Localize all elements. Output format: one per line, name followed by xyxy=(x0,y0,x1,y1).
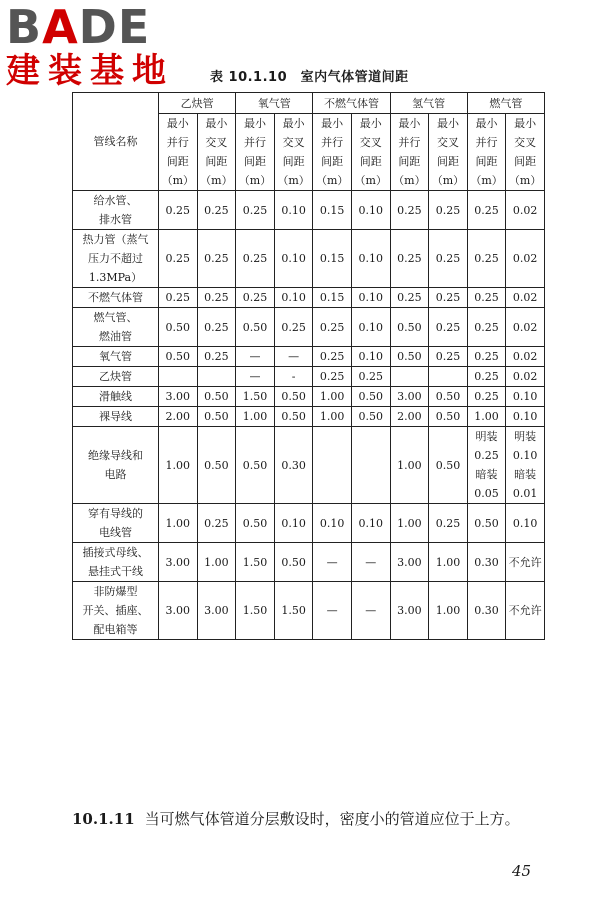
sub-header-cell: 最小 交叉 间距 （m） xyxy=(506,114,545,191)
spacing-value-cell: 不允许 xyxy=(506,543,545,582)
spacing-value-cell xyxy=(429,367,468,387)
spacing-value-cell xyxy=(390,367,429,387)
bade-logo xyxy=(6,0,176,91)
pipeline-name-cell: 乙炔管 xyxy=(73,367,159,387)
pipeline-name-cell: 穿有导线的 电线管 xyxy=(73,504,159,543)
page-number: 45 xyxy=(512,862,532,880)
spacing-value-cell: 0.10 xyxy=(351,288,390,308)
spacing-value-cell: 不允许 xyxy=(506,582,545,640)
spacing-value-cell: — xyxy=(351,582,390,640)
spacing-value-cell: 1.00 xyxy=(313,407,352,427)
spacing-value-cell: 3.00 xyxy=(159,543,198,582)
spacing-value-cell: 0.50 xyxy=(274,387,313,407)
clause-number: 10.1.11 xyxy=(72,810,135,828)
pipeline-name-cell: 非防爆型 开关、插座、 配电箱等 xyxy=(73,582,159,640)
clause-text: 当可燃气体管道分层敷设时，密度小的管道应位于上方。 xyxy=(144,810,520,828)
spacing-value-cell: 0.50 xyxy=(159,347,198,367)
spacing-value-cell: 3.00 xyxy=(159,387,198,407)
spacing-value-cell: 0.25 xyxy=(197,288,236,308)
spacing-value-cell: 0.25 xyxy=(274,308,313,347)
spacing-value-cell xyxy=(313,427,352,504)
sub-header-cell: 最小 并行 间距 （m） xyxy=(313,114,352,191)
spacing-value-cell: 0.10 xyxy=(351,504,390,543)
spacing-value-cell: 0.10 xyxy=(506,504,545,543)
logo-wordmark xyxy=(6,0,176,54)
table-row xyxy=(73,407,545,427)
spacing-value-cell: 0.02 xyxy=(506,230,545,288)
spacing-value-cell: 0.10 xyxy=(313,504,352,543)
spacing-value-cell: 0.10 xyxy=(351,230,390,288)
table-row xyxy=(73,347,545,367)
spacing-value-cell: 0.25 xyxy=(197,308,236,347)
table-row xyxy=(73,387,545,407)
spacing-value-cell: 0.25 xyxy=(313,308,352,347)
group-header: 氢气管 xyxy=(390,93,467,114)
spacing-value-cell: 0.50 xyxy=(429,427,468,504)
spacing-value-cell: 0.25 xyxy=(429,504,468,543)
group-header: 燃气管 xyxy=(467,93,544,114)
sub-header-cell: 最小 并行 间距 （m） xyxy=(390,114,429,191)
group-header: 氧气管 xyxy=(236,93,313,114)
spacing-value-cell: 0.50 xyxy=(351,387,390,407)
spacing-value-cell: 0.10 xyxy=(274,191,313,230)
pipeline-name-cell: 热力管（蒸气 压力不超过 1.3MPa） xyxy=(73,230,159,288)
table-row xyxy=(73,543,545,582)
pipeline-name-cell: 插接式母线、 悬挂式干线 xyxy=(73,543,159,582)
spacing-value-cell: 明装 0.25 暗装 0.05 xyxy=(467,427,506,504)
spacing-value-cell: 0.50 xyxy=(467,504,506,543)
spacing-value-cell: — xyxy=(351,543,390,582)
spacing-value-cell: 0.02 xyxy=(506,191,545,230)
spacing-value-cell: 0.10 xyxy=(506,387,545,407)
spacing-value-cell: 1.00 xyxy=(429,582,468,640)
corner-header: 管线名称 xyxy=(73,93,159,191)
spacing-value-cell: 0.15 xyxy=(313,230,352,288)
pipeline-name-cell: 不燃气体管 xyxy=(73,288,159,308)
spacing-value-cell: 0.02 xyxy=(506,367,545,387)
spacing-value-cell: 0.25 xyxy=(467,191,506,230)
spacing-value-cell: 0.25 xyxy=(236,288,275,308)
table-body xyxy=(73,191,545,640)
sub-header-cell: 最小 并行 间距 （m） xyxy=(159,114,198,191)
spacing-value-cell: 0.25 xyxy=(429,347,468,367)
table-row xyxy=(73,288,545,308)
group-header: 乙炔管 xyxy=(159,93,236,114)
spacing-value-cell: 0.25 xyxy=(159,288,198,308)
table-row xyxy=(73,427,545,504)
spacing-value-cell: 0.25 xyxy=(236,191,275,230)
table-row xyxy=(73,504,545,543)
pipeline-name-cell: 燃气管、 燃油管 xyxy=(73,308,159,347)
spacing-value-cell: 0.25 xyxy=(467,367,506,387)
spacing-value-cell: 1.00 xyxy=(159,504,198,543)
table-caption: 表 10.1.10 室内气体管道间距 xyxy=(210,70,409,85)
spacing-value-cell: 明装 0.10 暗装 0.01 xyxy=(506,427,545,504)
spacing-value-cell: 0.30 xyxy=(274,427,313,504)
spacing-value-cell: 1.00 xyxy=(236,407,275,427)
table-row xyxy=(73,308,545,347)
sub-header-cell: 最小 交叉 间距 （m） xyxy=(274,114,313,191)
spacing-value-cell: 0.25 xyxy=(313,367,352,387)
spacing-value-cell: 3.00 xyxy=(159,582,198,640)
pipe-spacing-table xyxy=(72,92,545,640)
spacing-value-cell: 0.10 xyxy=(274,504,313,543)
pipeline-name-cell: 绝缘导线和 电路 xyxy=(73,427,159,504)
spacing-value-cell: 1.50 xyxy=(236,582,275,640)
spacing-value-cell: 0.25 xyxy=(313,347,352,367)
spacing-value-cell: 0.25 xyxy=(390,230,429,288)
table-row xyxy=(73,230,545,288)
pipeline-name-cell: 给水管、 排水管 xyxy=(73,191,159,230)
spacing-value-cell: 3.00 xyxy=(390,387,429,407)
spacing-value-cell: 0.02 xyxy=(506,308,545,347)
pipeline-name-cell: 裸导线 xyxy=(73,407,159,427)
spacing-value-cell: 0.15 xyxy=(313,288,352,308)
spacing-value-cell: 0.25 xyxy=(197,347,236,367)
spacing-value-cell: 2.00 xyxy=(159,407,198,427)
spacing-value-cell: 0.50 xyxy=(390,347,429,367)
spacing-value-cell: 0.25 xyxy=(197,191,236,230)
spacing-value-cell: 1.50 xyxy=(236,543,275,582)
spacing-value-cell: 0.25 xyxy=(429,308,468,347)
spacing-value-cell: 0.50 xyxy=(274,543,313,582)
spacing-value-cell: 0.25 xyxy=(429,288,468,308)
spacing-value-cell: 0.25 xyxy=(197,230,236,288)
spacing-value-cell: 0.50 xyxy=(197,427,236,504)
spacing-value-cell: 0.50 xyxy=(236,504,275,543)
table-row xyxy=(73,367,545,387)
spacing-value-cell: 0.50 xyxy=(274,407,313,427)
spacing-value-cell: 0.50 xyxy=(351,407,390,427)
spacing-value-cell: 0.10 xyxy=(351,347,390,367)
spacing-value-cell: — xyxy=(313,543,352,582)
spacing-value-cell: 0.02 xyxy=(506,347,545,367)
spacing-value-cell xyxy=(351,427,390,504)
spacing-value-cell: 0.25 xyxy=(351,367,390,387)
sub-header-cell: 最小 并行 间距 （m） xyxy=(236,114,275,191)
spacing-value-cell: 0.50 xyxy=(429,387,468,407)
spacing-value-cell: 1.00 xyxy=(467,407,506,427)
spacing-value-cell: 0.10 xyxy=(274,230,313,288)
spacing-value-cell: 3.00 xyxy=(390,582,429,640)
spacing-value-cell: 0.50 xyxy=(197,387,236,407)
spacing-value-cell: — xyxy=(274,347,313,367)
spacing-value-cell: 1.50 xyxy=(236,387,275,407)
table-row xyxy=(73,582,545,640)
spacing-value-cell: 3.00 xyxy=(197,582,236,640)
spacing-value-cell: 0.25 xyxy=(390,288,429,308)
spacing-value-cell: 0.15 xyxy=(313,191,352,230)
spacing-value-cell: 0.25 xyxy=(467,288,506,308)
spacing-value-cell: 0.25 xyxy=(467,387,506,407)
spacing-value-cell xyxy=(159,367,198,387)
sub-header-cell: 最小 交叉 间距 （m） xyxy=(351,114,390,191)
logo-letter-a: A xyxy=(42,0,79,54)
spacing-value-cell: 0.50 xyxy=(197,407,236,427)
spacing-value-cell: 0.30 xyxy=(467,543,506,582)
spacing-value-cell: 1.50 xyxy=(274,582,313,640)
spacing-value-cell: 0.10 xyxy=(506,407,545,427)
spacing-value-cell: 0.10 xyxy=(274,288,313,308)
spacing-value-cell: - xyxy=(274,367,313,387)
table-group-header-row xyxy=(73,93,545,114)
spacing-value-cell: 1.00 xyxy=(197,543,236,582)
group-header: 不燃气体管 xyxy=(313,93,390,114)
pipeline-name-cell: 氧气管 xyxy=(73,347,159,367)
spacing-value-cell: 3.00 xyxy=(390,543,429,582)
pipeline-name-cell: 滑触线 xyxy=(73,387,159,407)
spacing-value-cell: 0.50 xyxy=(236,427,275,504)
spacing-value-cell: 1.00 xyxy=(159,427,198,504)
logo-subtitle: 建装基地 xyxy=(6,51,174,91)
spacing-value-cell: 0.10 xyxy=(351,191,390,230)
sub-header-cell: 最小 交叉 间距 （m） xyxy=(197,114,236,191)
spacing-value-cell: — xyxy=(313,582,352,640)
sub-header-cell: 最小 交叉 间距 （m） xyxy=(429,114,468,191)
spacing-value-cell: 0.25 xyxy=(159,191,198,230)
spacing-value-cell: 0.25 xyxy=(467,308,506,347)
spacing-value-cell: 0.50 xyxy=(390,308,429,347)
spacing-value-cell: — xyxy=(236,367,275,387)
spacing-value-cell: 0.25 xyxy=(197,504,236,543)
table-row xyxy=(73,191,545,230)
spacing-value-cell: 1.00 xyxy=(313,387,352,407)
spacing-value-cell: 0.25 xyxy=(429,230,468,288)
spacing-value-cell: 0.25 xyxy=(236,230,275,288)
spacing-value-cell: 2.00 xyxy=(390,407,429,427)
logo-letter-b: B xyxy=(6,0,43,54)
clause-paragraph xyxy=(72,806,547,832)
spacing-value-cell: 0.25 xyxy=(467,347,506,367)
spacing-value-cell: 1.00 xyxy=(390,427,429,504)
spacing-value-cell: 0.25 xyxy=(467,230,506,288)
spacing-value-cell: 0.25 xyxy=(159,230,198,288)
spacing-value-cell: 1.00 xyxy=(390,504,429,543)
spacing-value-cell: 0.50 xyxy=(236,308,275,347)
spacing-value-cell: 1.00 xyxy=(429,543,468,582)
spacing-value-cell: 0.50 xyxy=(429,407,468,427)
spacing-value-cell: 0.30 xyxy=(467,582,506,640)
sub-header-cell: 最小 并行 间距 （m） xyxy=(467,114,506,191)
logo-letters-de: DE xyxy=(78,0,151,54)
spacing-value-cell xyxy=(197,367,236,387)
spacing-value-cell: 0.25 xyxy=(429,191,468,230)
spacing-value-cell: 0.02 xyxy=(506,288,545,308)
spacing-value-cell: 0.50 xyxy=(159,308,198,347)
spacing-value-cell: 0.25 xyxy=(390,191,429,230)
spacing-value-cell: — xyxy=(236,347,275,367)
spacing-value-cell: 0.10 xyxy=(351,308,390,347)
